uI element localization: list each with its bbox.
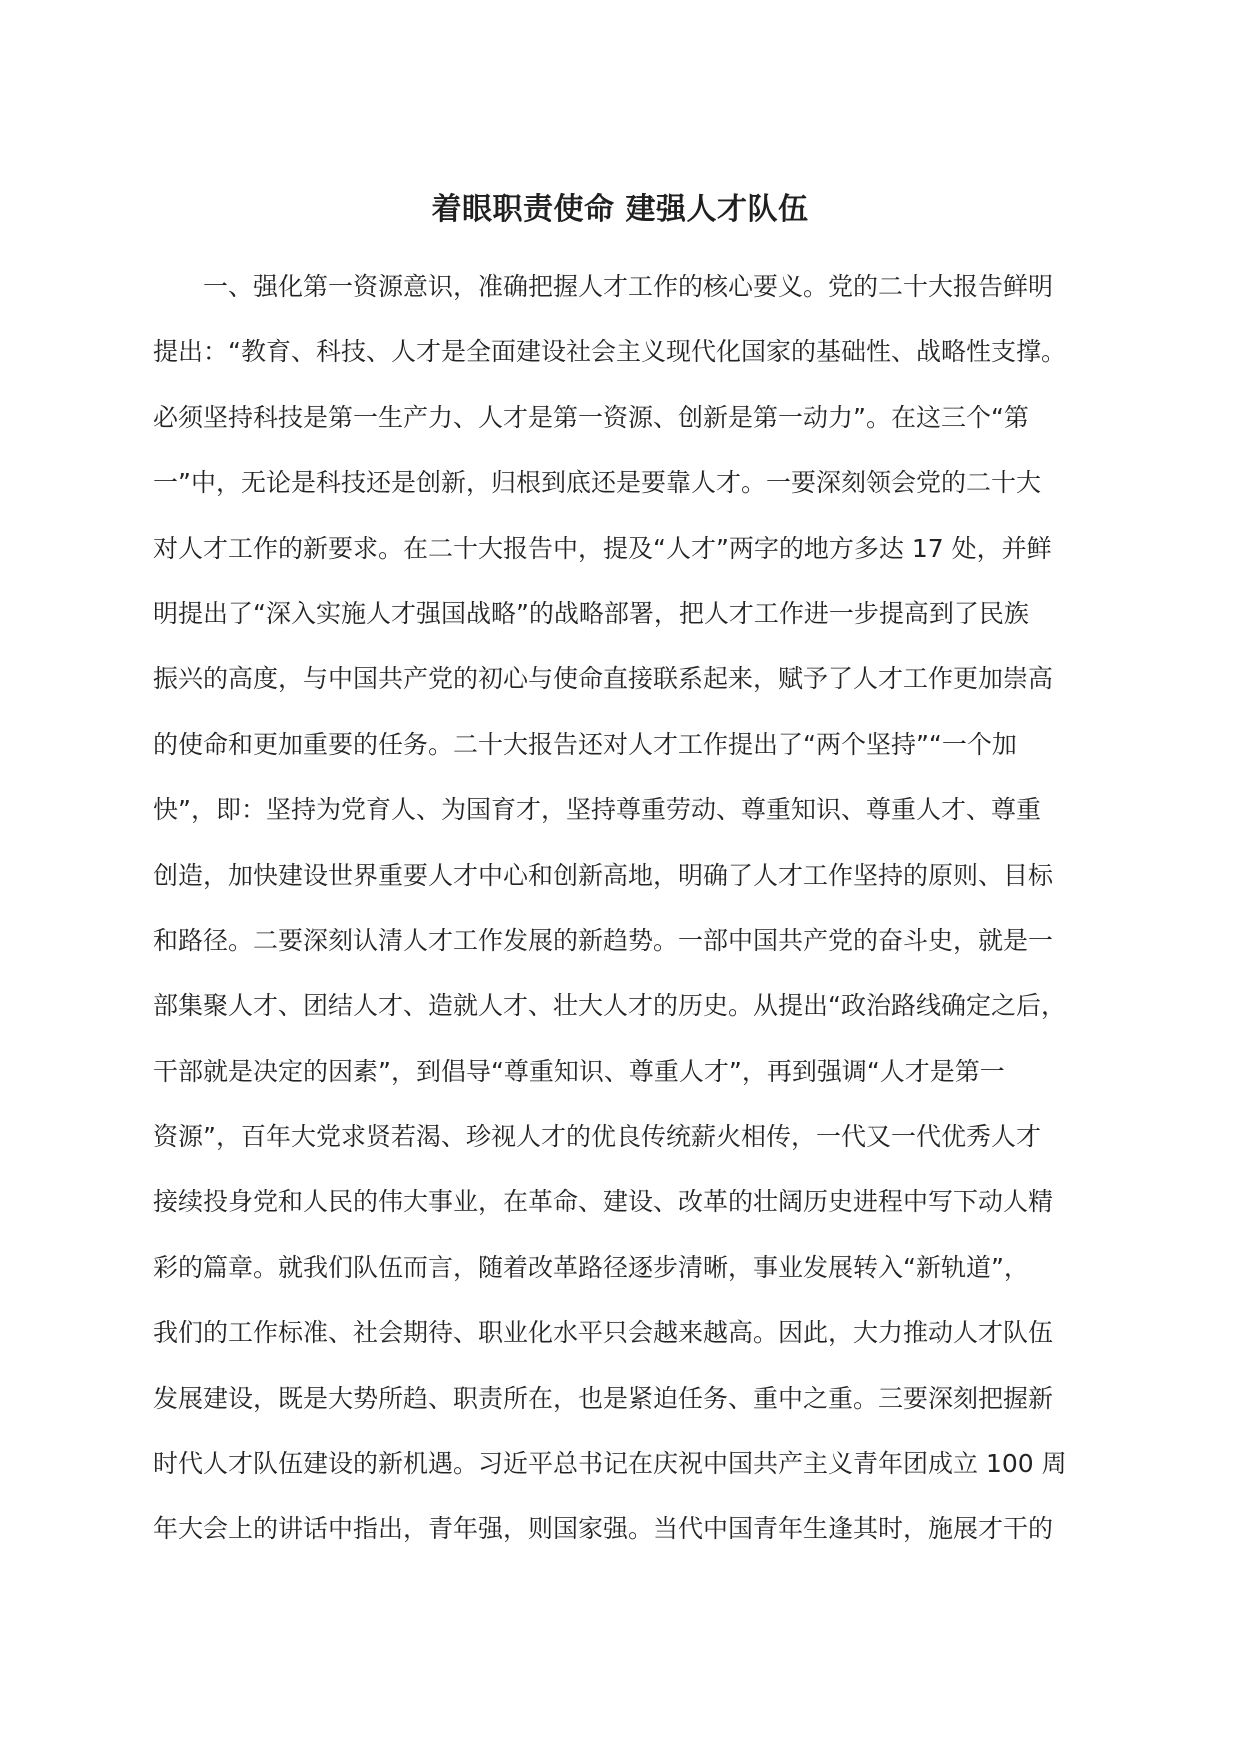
body-line: 资源”，百年大党求贤若渴、珍视人才的优良传统薪火相传，一代又一代优秀人才 <box>153 1122 1041 1152</box>
document-body <box>153 267 1073 1575</box>
body-line: 创造，加快建设世界重要人才中心和创新高地，明确了人才工作坚持的原则、目标 <box>153 860 1054 890</box>
body-line: 振兴的高度，与中国共产党的初心与使命直接联系起来，赋予了人才工作更加崇高 <box>153 664 1054 694</box>
body-line: 一”中，无论是科技还是创新，归根到底还是要靠人才。一要深刻领会党的二十大 <box>153 468 1041 498</box>
body-line: 快”，即：坚持为党育人、为国育才，坚持尊重劳动、尊重知识、尊重人才、尊重 <box>153 795 1041 825</box>
body-line: 部集聚人才、团结人才、造就人才、壮大人才的历史。从提出“政治路线确定之后， <box>153 991 1066 1021</box>
body-line: 一、强化第一资源意识，准确把握人才工作的核心要义。党的二十大报告鲜明 <box>203 272 1054 301</box>
body-line: 提出：“教育、科技、人才是全面建设社会主义现代化国家的基础性、战略性支撑。 <box>153 337 1066 367</box>
body-line: 干部就是决定的因素”，到倡导“尊重知识、尊重人才”，再到强调“人才是第一 <box>153 1056 1005 1086</box>
body-line: 发展建设，既是大势所趋、职责所在，也是紧迫任务、重中之重。三要深刻把握新 <box>153 1383 1054 1413</box>
body-line: 我们的工作标准、社会期待、职业化水平只会越来越高。因此，大力推动人才队伍 <box>153 1318 1054 1348</box>
body-line: 接续投身党和人民的伟大事业，在革命、建设、改革的壮阔历史进程中写下动人精 <box>153 1187 1054 1217</box>
document-title: 着眼职责使命 建强人才队伍 <box>431 192 809 227</box>
body-line: 和路径。二要深刻认清人才工作发展的新趋势。一部中国共产党的奋斗史，就是一 <box>153 925 1054 955</box>
body-line: 的使命和更加重要的任务。二十大报告还对人才工作提出了“两个坚持”“一个加 <box>153 729 1017 759</box>
body-line: 对人才工作的新要求。在二十大报告中，提及“人才”两字的地方多达 17 处，并鲜 <box>153 533 1052 563</box>
body-line: 彩的篇章。就我们队伍而言，随着改革路径逐步清晰，事业发展转入“新轨道”， <box>153 1252 1029 1282</box>
body-line: 时代人才队伍建设的新机遇。习近平总书记在庆祝中国共产主义青年团成立 100 周 <box>153 1449 1067 1479</box>
body-line: 年大会上的讲话中指出，青年强，则国家强。当代中国青年生逢其时，施展才干的 <box>153 1514 1054 1544</box>
body-line: 必须坚持科技是第一生产力、人才是第一资源、创新是第一动力”。在这三个“第 <box>153 402 1029 432</box>
body-line: 明提出了“深入实施人才强国战略”的战略部署，把人才工作进一步提高到了民族 <box>153 598 1029 628</box>
